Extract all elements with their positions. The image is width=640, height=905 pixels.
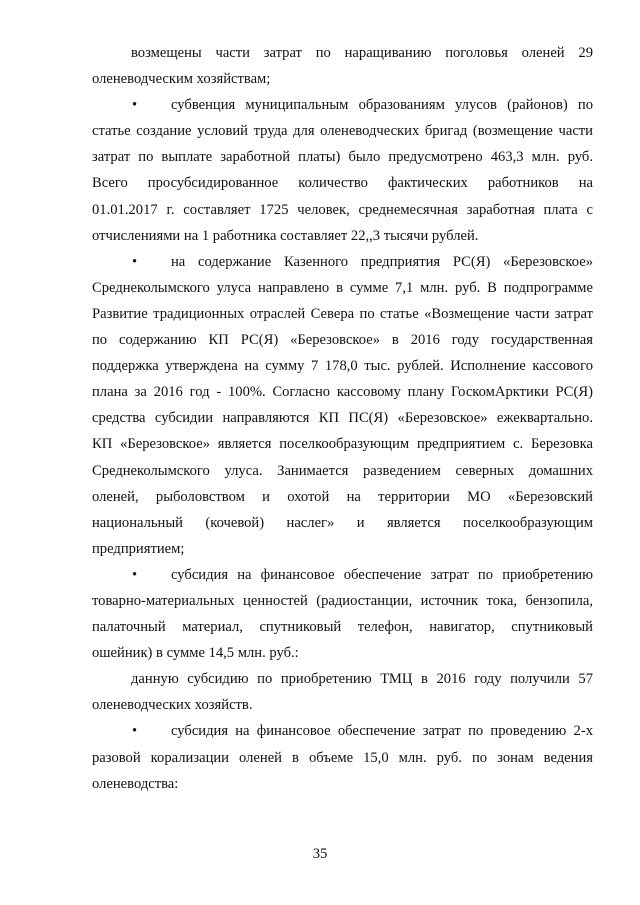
text-line: 01.01.2017 г. составляет 1725 человек, среднемесячная заработная плата с bbox=[92, 201, 593, 218]
text-line: на содержание Казенного предприятия РС(Я) «Березовское» bbox=[171, 253, 593, 270]
text-line: оленей, рыболовством и охотой на территории МО «Березовский bbox=[92, 488, 593, 505]
text-line: разовой корализации оленей в объеме 15,0 млн. руб. по зонам ведения bbox=[92, 749, 593, 766]
bullet-item bbox=[92, 92, 593, 118]
text-line: палаточный материал, спутниковый телефон, навигатор, спутниковый bbox=[92, 619, 593, 636]
text-line: оленеводческим хозяйствам; bbox=[92, 71, 271, 88]
text-line: затрат по выплате заработной платы) было предусмотрено 463,3 млн. руб. bbox=[92, 149, 593, 166]
text-line: Всего просубсидированное количество фактических работников на bbox=[92, 175, 593, 192]
bullet-icon: • bbox=[132, 723, 138, 740]
page-number: 35 bbox=[312, 846, 328, 862]
bullet-icon: • bbox=[132, 253, 138, 270]
text-line: возмещены части затрат по наращиванию поголовья оленей 29 bbox=[131, 45, 593, 61]
text-line: КП «Березовское» является поселкообразующим предприятием с. Березовка bbox=[92, 436, 593, 453]
text-line: Среднеколымского улуса. Занимается разведением северных домашних bbox=[92, 462, 593, 479]
text-line: средства субсидии направляются КП ПС(Я) «Березовское» ежеквартально. bbox=[92, 410, 593, 427]
text-line: товарно-материальных ценностей (радиостанции, источник тока, бензопила, bbox=[92, 592, 593, 609]
text-line: субсидия на финансовое обеспечение затрат по приобретению bbox=[171, 566, 593, 583]
bullet-item bbox=[92, 249, 593, 275]
text-line: статье создание условий труда для оленеводческих бригад (возмещение части bbox=[92, 123, 593, 140]
text-line: Развитие традиционных отраслей Севера по статье «Возмещение части затрат bbox=[92, 305, 593, 322]
text-line: отчислениями на 1 работника составляет 22,,3 тысячи рублей. bbox=[92, 227, 479, 244]
document-body bbox=[92, 40, 593, 797]
text-line: субсидия на финансовое обеспечение затрат по проведению 2-х bbox=[171, 723, 593, 740]
text-line: поддержка утверждена на сумму 7 178,0 тыс. рублей. Исполнение кассового bbox=[92, 358, 593, 375]
bullet-icon: • bbox=[132, 97, 138, 114]
bullet-item bbox=[92, 562, 593, 588]
text-line: предприятием; bbox=[92, 540, 185, 557]
text-line: оленеводческих хозяйств. bbox=[92, 697, 253, 714]
text-line: плана за 2016 год - 100%. Согласно кассовому плану ГоскомАрктики РС(Я) bbox=[92, 384, 593, 401]
text-line: Среднеколымского улуса направлено в сумме 7,1 млн. руб. В подпрограмме bbox=[92, 279, 593, 296]
text-line: данную субсидию по приобретению ТМЦ в 2016 году получили 57 bbox=[131, 671, 593, 688]
bullet-item bbox=[92, 718, 593, 744]
text-line: оленеводства: bbox=[92, 775, 179, 792]
text-line: субвенция муниципальным образованиям улусов (районов) по bbox=[171, 97, 593, 114]
text-line: национальный (кочевой) наслег» и является поселкообразующим bbox=[92, 514, 593, 531]
text-line: по содержанию КП РС(Я) «Березовское» в 2016 году государственная bbox=[92, 332, 593, 349]
text-line: ошейник) в сумме 14,5 млн. руб.: bbox=[92, 645, 299, 662]
bullet-icon: • bbox=[132, 566, 138, 583]
